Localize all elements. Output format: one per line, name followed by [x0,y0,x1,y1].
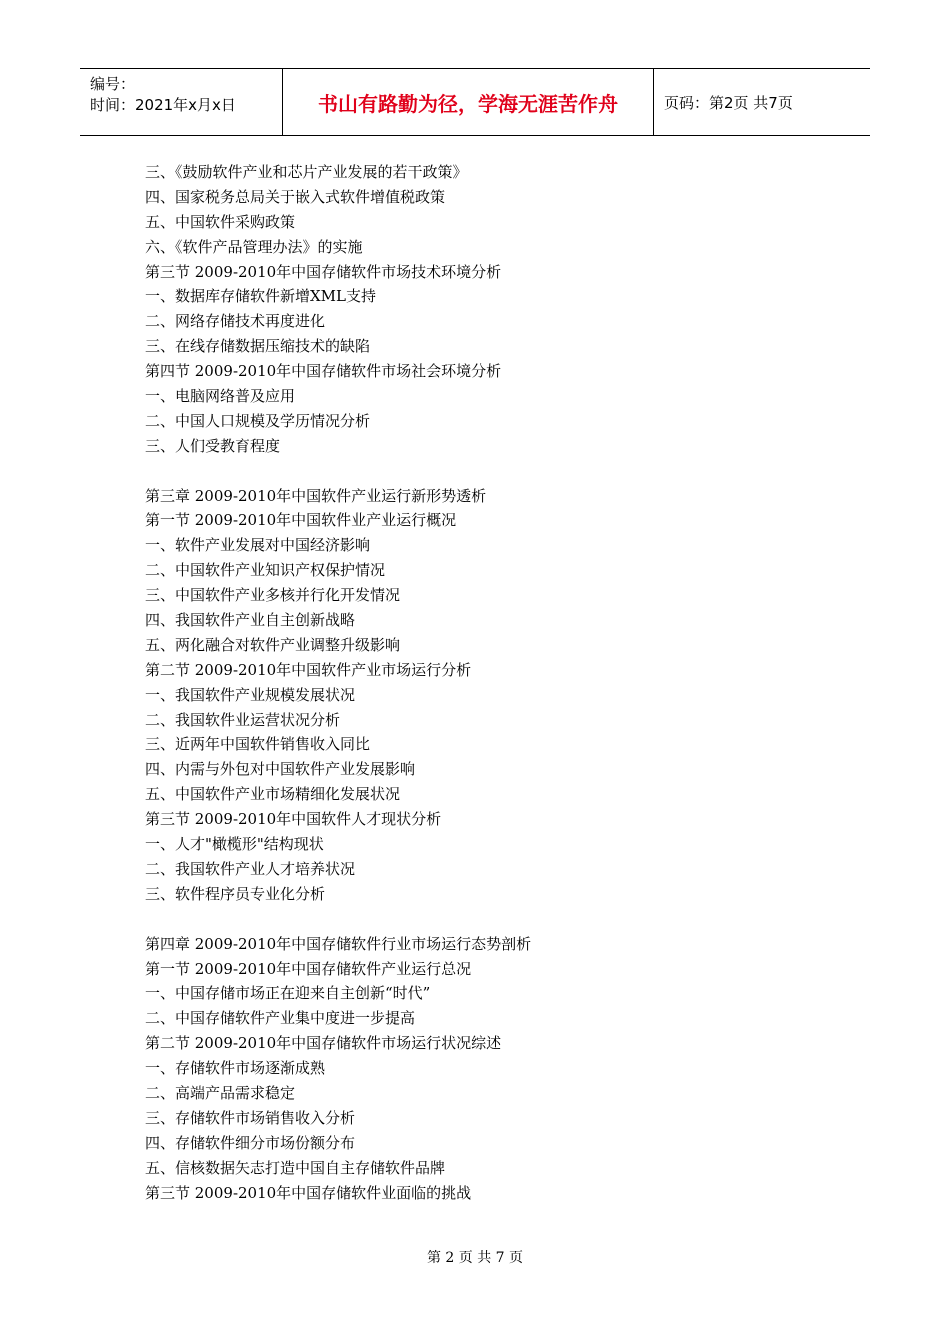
document-time-label: 时间：2021年x月x日 [90,96,236,114]
toc-line: 第三节 2009-2010年中国软件人才现状分析 [145,810,442,829]
toc-line: 四、存储软件细分市场份额分布 [145,1133,356,1152]
toc-line: 一、存储软件市场逐渐成熟 [145,1059,326,1078]
toc-line: 四、内需与外包对中国软件产业发展影响 [145,760,416,779]
toc-line: 第三节 2009-2010年中国存储软件业面临的挑战 [145,1183,472,1202]
toc-line: 二、网络存储技术再度进化 [145,312,326,331]
toc-line: 第一节 2009-2010年中国存储软件产业运行总况 [145,959,472,978]
toc-line: 五、信核数据矢志打造中国自主存储软件品牌 [145,1158,446,1177]
toc-line: 二、我国软件产业人才培养状况 [145,859,356,878]
blank-line [145,459,845,484]
toc-line: 三、《鼓励软件产业和芯片产业发展的若干政策》 [145,163,468,181]
toc-line: 五、两化融合对软件产业调整升级影响 [145,635,401,654]
toc-line: 四、我国软件产业自主创新战略 [145,611,356,630]
toc-line: 三、中国软件产业多核并行化开发情况 [145,586,401,605]
page-footer: 第 2 页 共 7 页 [426,1250,524,1266]
header-meta [80,69,282,135]
toc-line: 二、中国存储软件产业集中度进一步提高 [145,1009,416,1028]
toc-line: 四、国家税务总局关于嵌入式软件增值税政策 [145,187,446,206]
toc-line: 第四节 2009-2010年中国存储软件市场社会环境分析 [145,362,502,381]
toc-line: 一、人才"橄榄形"结构现状 [145,835,324,854]
toc-line: 二、中国人口规模及学历情况分析 [145,411,371,430]
toc-line: 二、我国软件业运营状况分析 [145,710,341,729]
toc-line: 一、数据库存储软件新增XML支持 [145,287,376,306]
toc-line: 三、存储软件市场销售收入分析 [145,1108,356,1127]
toc-line: 一、中国存储市场正在迎来自主创新“时代” [145,984,431,1003]
toc-line: 二、高端产品需求稳定 [145,1083,296,1102]
toc-line: 第三节 2009-2010年中国存储软件市场技术环境分析 [145,262,502,281]
toc-line: 第二节 2009-2010年中国存储软件市场运行状况综述 [145,1034,502,1053]
blank-line [145,907,845,932]
toc-line: 五、中国软件产业市场精细化发展状况 [145,785,401,804]
toc-line: 三、近两年中国软件销售收入同比 [145,735,371,754]
toc-line: 第二节 2009-2010年中国软件产业市场运行分析 [145,660,472,679]
toc-line: 二、中国软件产业知识产权保护情况 [145,561,386,580]
toc-line: 第三章 2009-2010年中国软件产业运行新形势透析 [145,486,487,505]
toc-line: 一、电脑网络普及应用 [145,387,296,406]
toc-line: 第一节 2009-2010年中国软件业产业运行概况 [145,511,457,530]
toc-line: 一、软件产业发展对中国经济影响 [145,536,371,555]
table-of-contents [145,160,845,1205]
toc-line: 五、中国软件采购政策 [145,212,296,231]
document-number-label: 编号： [90,75,136,93]
toc-line: 三、在线存储数据压缩技术的缺陷 [145,337,371,356]
page-header [80,68,870,136]
toc-line: 一、我国软件产业规模发展状况 [145,685,356,704]
toc-line: 三、软件程序员专业化分析 [145,884,326,903]
toc-line: 第四章 2009-2010年中国存储软件行业市场运行态势剖析 [145,934,532,953]
header-page-info: 页码：第2页 共7页 [664,93,793,112]
toc-line: 三、人们受教育程度 [145,436,281,455]
header-motto: 书山有路勤为径，学海无涯苦作舟 [282,69,654,135]
toc-line: 六、《软件产品管理办法》的实施 [145,237,363,256]
